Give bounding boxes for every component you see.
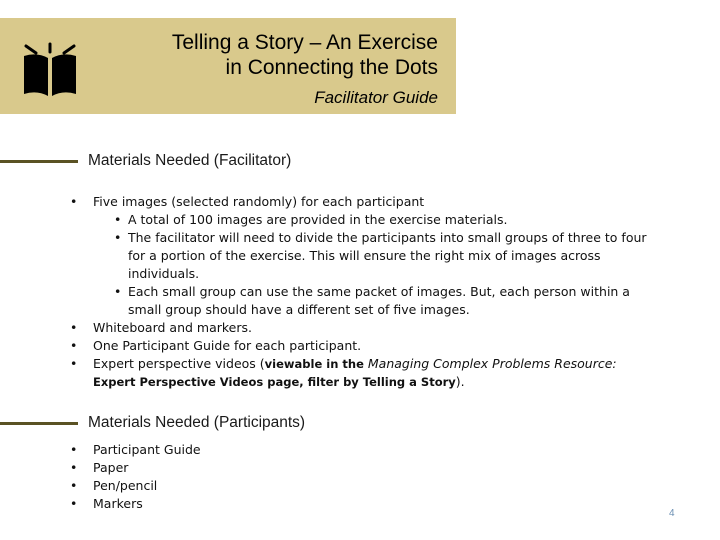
list-item: • Five images (selected randomly) for each participant bbox=[70, 194, 425, 209]
facilitator-list bbox=[0, 193, 653, 391]
subtitle: Facilitator Guide bbox=[314, 88, 438, 107]
section-rule-participants bbox=[0, 422, 78, 425]
title-line-2: in Connecting the Dots bbox=[225, 56, 438, 79]
list-item: • Whiteboard and markers. bbox=[70, 320, 252, 335]
list-item: • Paper bbox=[70, 460, 129, 475]
page-number: 4 bbox=[669, 508, 675, 519]
list-item: • One Participant Guide for each participant. bbox=[70, 338, 362, 353]
sub-list-item: • Each small group can use the same packet of images. But, each person within a small group should have a different set of five images. bbox=[114, 284, 630, 317]
list-item: • Markers bbox=[70, 496, 143, 511]
title-block bbox=[172, 30, 438, 108]
participants-heading: Materials Needed (Participants) bbox=[88, 414, 306, 431]
facilitator-heading: Materials Needed (Facilitator) bbox=[88, 152, 292, 169]
list-item: • Participant Guide bbox=[70, 442, 201, 457]
list-item: • Pen/pencil bbox=[70, 478, 158, 493]
header-banner bbox=[0, 18, 456, 114]
title-line-1: Telling a Story – An Exercise bbox=[171, 31, 438, 54]
section-rule-facilitator bbox=[0, 160, 78, 163]
sub-list-item: • A total of 100 images are provided in the exercise materials. bbox=[114, 212, 508, 227]
list-item: • Expert perspective videos (viewable in the Managing Complex Problems Resource: Expert Perspective Videos page, filter by Telling a Story). bbox=[70, 356, 617, 389]
sub-list-item: • The facilitator will need to divide the participants into small groups of three to four for a portion of the exercise. This will ensure the right mix of images across individuals. bbox=[114, 230, 647, 281]
book-icon bbox=[20, 38, 80, 98]
participants-list bbox=[0, 441, 653, 513]
